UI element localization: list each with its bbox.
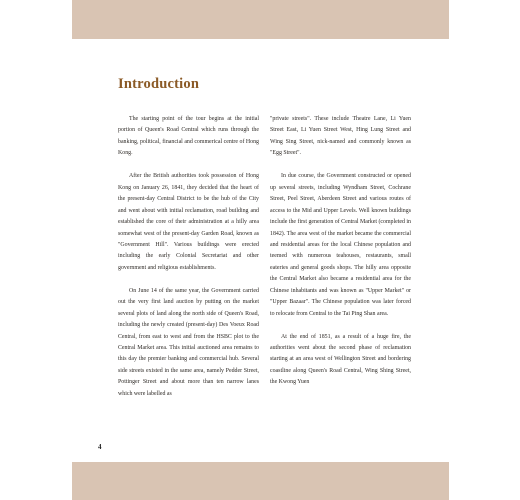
paragraph: After the British authorities took possession of Hong Kong on January 26, 1841, they decided that the heart of the present-day Central District to be the hub of the City and went about with initial reclamation, road building and established the core of their administration at a hilly area somewhat west of the present-day Garden Road, known as "Government Hill". Various buildings were erected including the early Colonial Secretariat and other government and religious establishments. bbox=[118, 173, 259, 271]
paragraph: The starting point of the tour begins at the initial portion of Queen's Road Central which runs through the banking, political, financial and commerical centre of Hong Kong. bbox=[118, 116, 259, 157]
page-title: Introduction bbox=[118, 76, 200, 92]
paragraph: At the end of 1851, as a result of a huge fire, the authorities went about the second phase of reclamation starting at an area west of Wellington Street and bordering coastline along Queen's Road Central, Wing Shing Street, the Kwong Yuen bbox=[270, 333, 411, 386]
left-column bbox=[118, 114, 259, 400]
paragraph: In due course, the Government constructed or opened up several streets, including Wyndham Street, Cochrane Street, Peel Street, Aberdeen Street and various routes of access to the Mid and Upper Levels. Well known buildings include the first generation of Central Market (completed in 1842). The area west of the market became the commercial and residential areas for the local Chinese population and teemed with numerous teahouses, restaurants, small eateries and general goods shops. The hilly area opposite the Central Market also became a residential area for the Chinese inhabitants and was known as "Upper Market" or "Upper Bazaar". The Chinese population was later forced to relocate from Central to the Tai Ping Shan area. bbox=[270, 173, 411, 317]
header-band bbox=[72, 0, 449, 39]
paragraph: "private streets". These include Theatre Lane, Li Yuen Street East, Li Yuen Street West, Hing Lung Street and Wing Sing Street, nick-named and commonly known as "Egg Street". bbox=[270, 116, 411, 157]
paragraph: On June 14 of the same year, the Government carried out the very first land auction by putting on the market several plots of land along the north side of Queen's Road, including the newly created (present-day) Des Voeux Road Central, from east to west and from the HSBC plot to the Central Market area. This initial auctioned area remains to this day the premier banking and commercial hub. Several side streets existed in the same area, namely Pedder Street, Pottinger Street and about more than ten narrow lanes which were labelled as bbox=[118, 287, 259, 397]
footer-band bbox=[72, 462, 449, 500]
right-column bbox=[270, 114, 411, 389]
page-number: 4 bbox=[98, 443, 102, 451]
